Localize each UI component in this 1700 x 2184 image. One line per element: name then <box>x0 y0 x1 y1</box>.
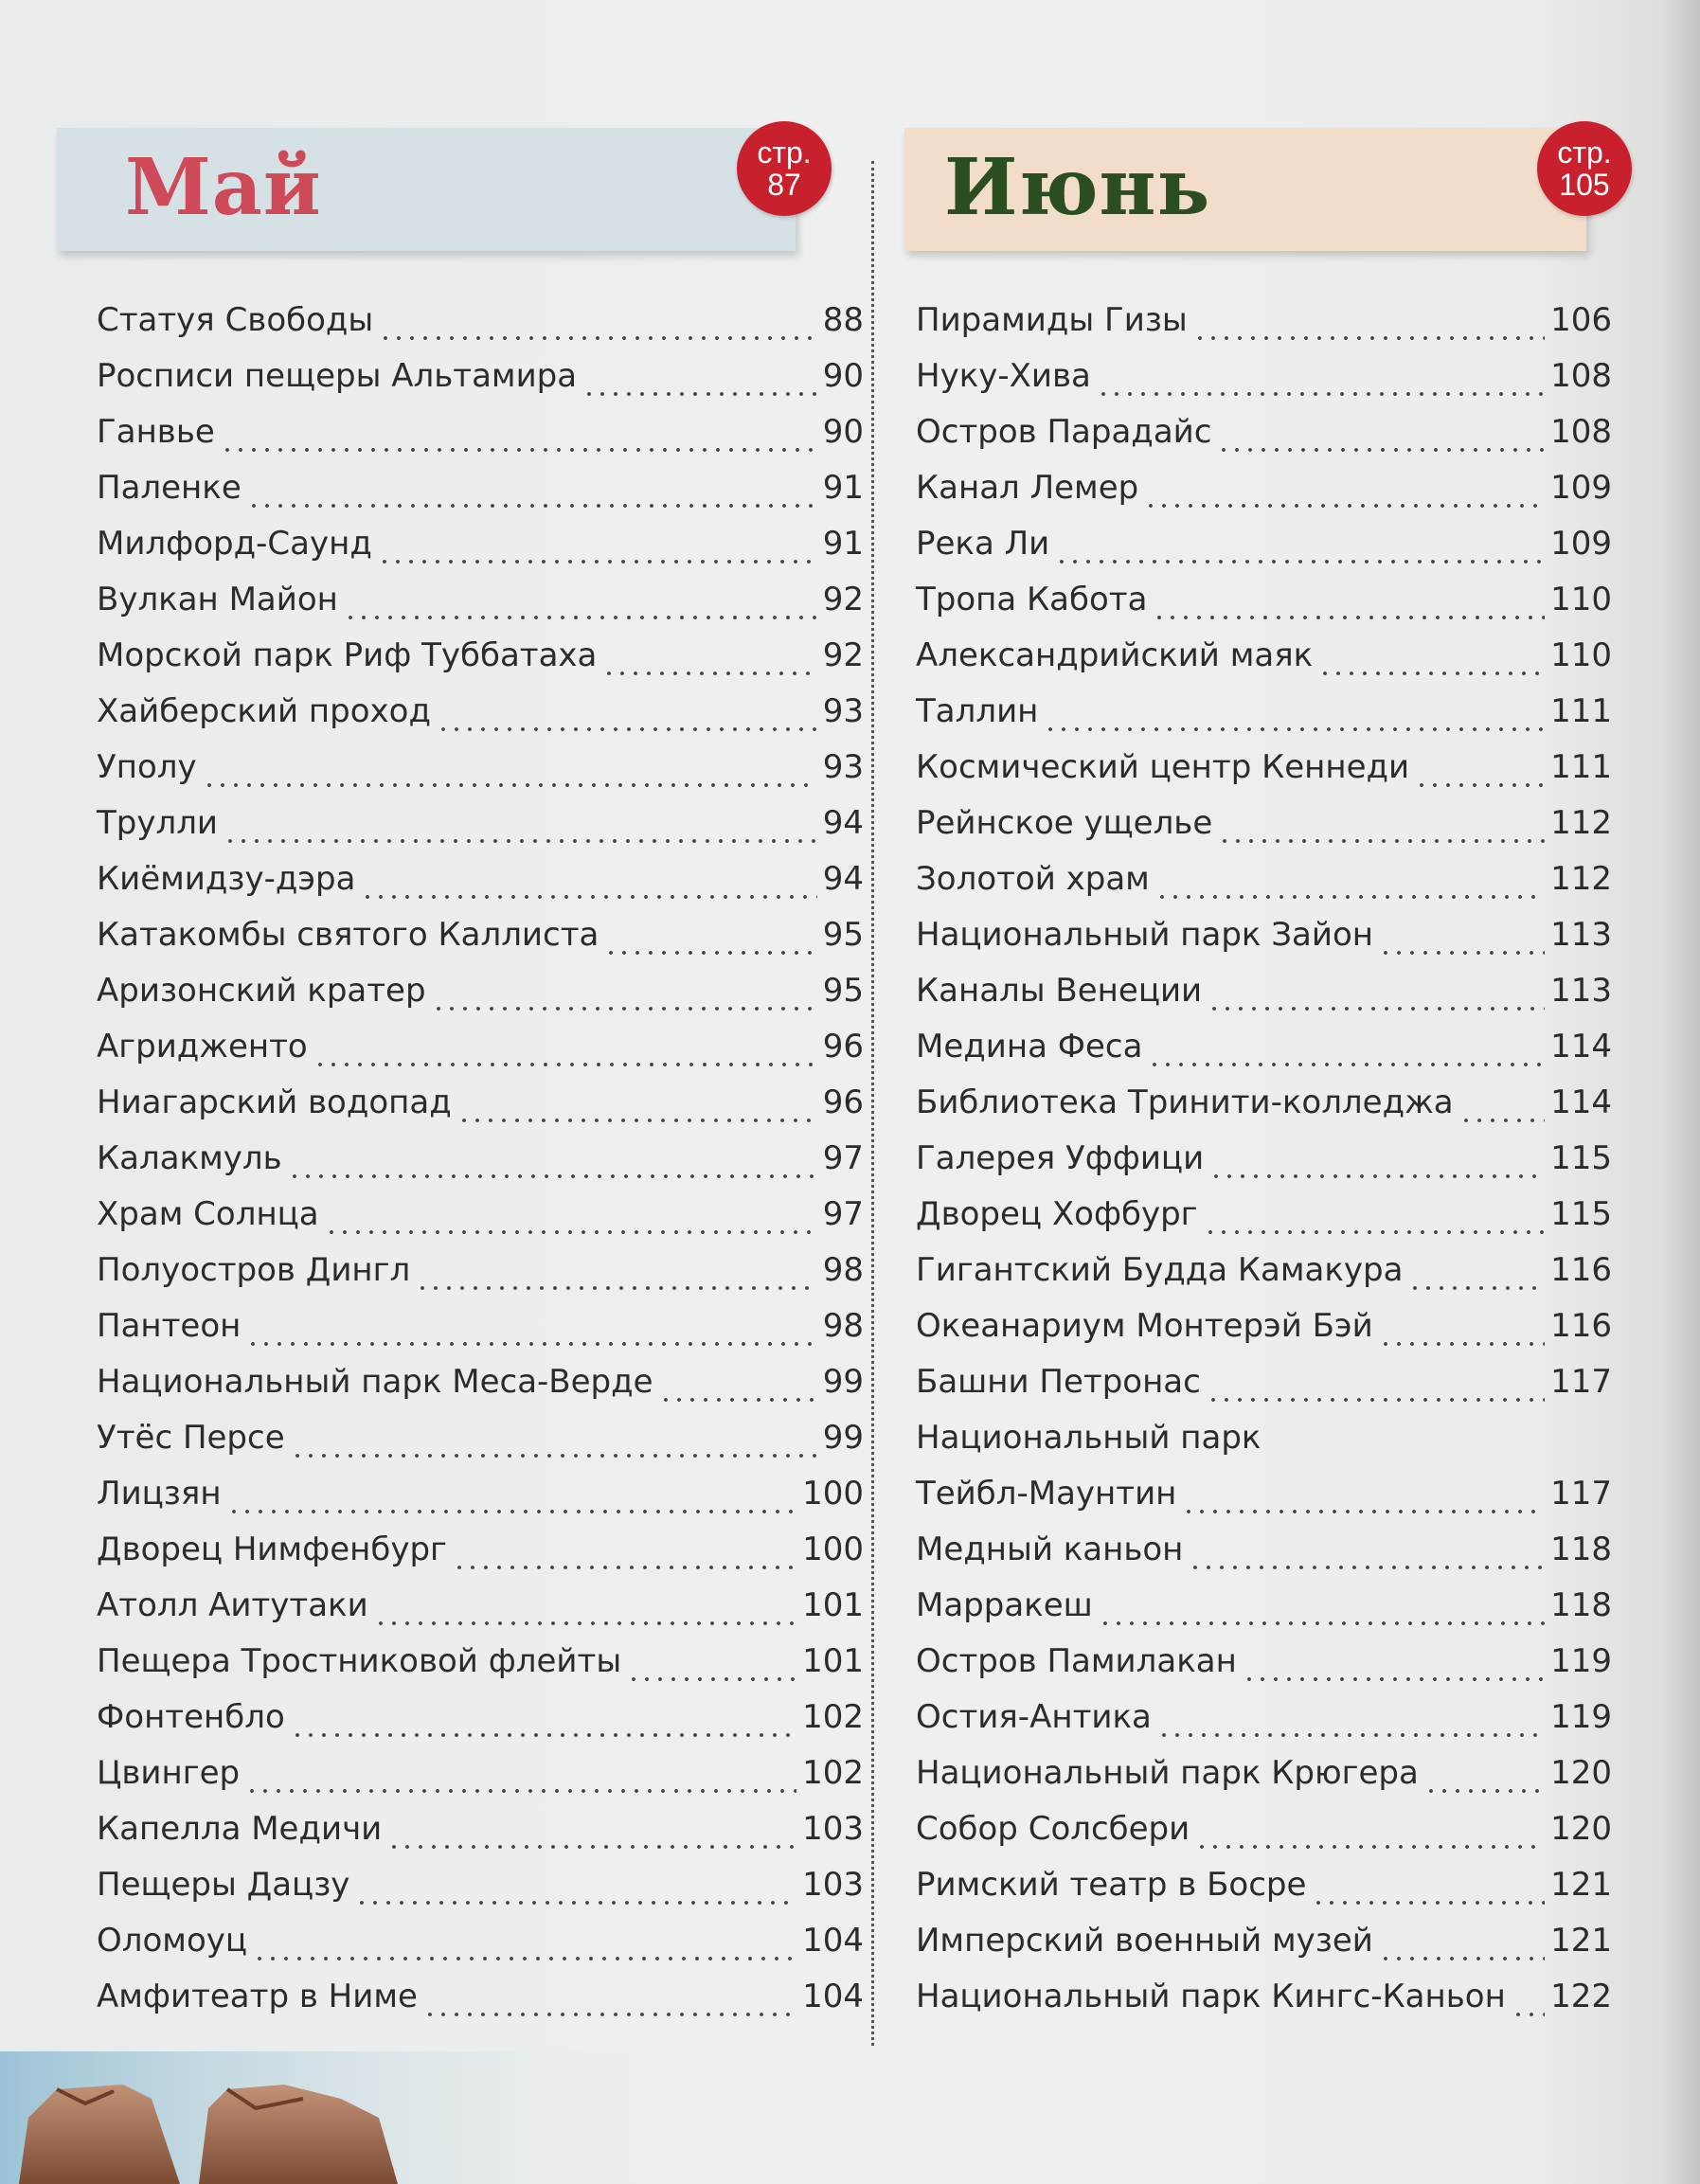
toc-entry-title: Гигантский Будда Камакура <box>916 1251 1404 1289</box>
june-page-badge <box>1537 121 1632 216</box>
toc-entry-page: 116 <box>1550 1251 1612 1289</box>
toc-entry-page: 108 <box>1550 413 1612 451</box>
toc-entry <box>97 1866 864 1922</box>
dot-leader <box>247 502 817 510</box>
toc-entry-title: Калакмуль <box>97 1139 282 1177</box>
toc-entry <box>916 1363 1612 1419</box>
dot-leader <box>374 1620 796 1627</box>
may-title: Май <box>125 142 322 233</box>
toc-entry-title: Река Ли <box>916 525 1050 563</box>
toc-entry <box>97 916 864 972</box>
toc-entry-title: Галерея Уффици <box>916 1139 1205 1177</box>
dot-leader <box>1195 1843 1545 1851</box>
toc-entry <box>97 1642 864 1698</box>
toc-entry <box>916 413 1612 469</box>
dot-leader <box>1379 949 1545 957</box>
toc-entry <box>916 748 1612 804</box>
dot-leader <box>1459 1117 1546 1124</box>
toc-entry-page: 110 <box>1550 581 1612 618</box>
toc-entry <box>916 636 1612 692</box>
toc-entry <box>97 1307 864 1363</box>
toc-entry-title: Уполу <box>97 748 197 786</box>
toc-entry <box>916 1922 1612 1978</box>
toc-entry-page: 90 <box>822 357 864 395</box>
toc-entry <box>916 1419 1612 1475</box>
dot-leader <box>602 670 816 677</box>
toc-entry <box>916 1642 1612 1698</box>
dot-leader <box>221 446 817 454</box>
toc-entry-title: Национальный парк Меса-Верде <box>97 1363 653 1401</box>
dot-leader <box>1189 1564 1545 1571</box>
toc-entry-page: 88 <box>822 301 864 339</box>
dot-leader <box>1097 390 1545 398</box>
dot-leader <box>313 1061 817 1068</box>
toc-entry <box>97 1810 864 1866</box>
toc-entry-page: 114 <box>1550 1083 1612 1121</box>
dot-leader <box>288 1173 817 1180</box>
dot-leader <box>1207 1396 1545 1404</box>
toc-entry-title: Катакомбы святого Каллиста <box>97 916 599 954</box>
toc-entry-title: Милфорд-Саунд <box>97 525 372 563</box>
toc-entry-page: 98 <box>822 1251 864 1289</box>
toc-entry-title: Национальный парк Крюгера <box>916 1754 1419 1792</box>
toc-entry-title: Канал Лемер <box>916 469 1139 507</box>
toc-entry <box>97 1363 864 1419</box>
june-badge-page: 105 <box>1559 168 1610 202</box>
dot-leader <box>1217 446 1545 454</box>
dot-leader <box>1512 2011 1545 2018</box>
dot-leader <box>1204 1228 1546 1236</box>
toc-entry-page: 96 <box>822 1083 864 1121</box>
toc-entry-title: Статуя Свободы <box>97 301 374 339</box>
toc-entry-page: 115 <box>1550 1195 1612 1233</box>
dot-leader <box>1424 1787 1545 1795</box>
toc-entry <box>916 1586 1612 1642</box>
toc-entry <box>916 1475 1612 1531</box>
toc-entry-page: 93 <box>822 748 864 786</box>
toc-entry-title: Капелла Медичи <box>97 1810 383 1848</box>
toc-entry-page: 92 <box>822 636 864 674</box>
toc-entry-page: 117 <box>1550 1475 1612 1513</box>
toc-entry-title: Тейбл-Маунтин <box>916 1475 1177 1513</box>
toc-entry-page: 121 <box>1550 1922 1612 1960</box>
rock-illustration <box>0 2032 682 2184</box>
dot-leader <box>1044 725 1545 733</box>
toc-entry <box>97 581 864 636</box>
dot-leader <box>253 1955 796 1962</box>
toc-entry <box>97 469 864 525</box>
toc-entry-page: 90 <box>822 413 864 451</box>
toc-entry-title: Национальный парк Кингс-Каньон <box>916 1978 1506 2015</box>
dot-leader <box>1055 558 1545 565</box>
dot-leader <box>378 558 817 565</box>
toc-entry <box>916 525 1612 581</box>
toc-entry-page: 100 <box>802 1475 864 1513</box>
toc-entry-page: 96 <box>822 1028 864 1065</box>
dot-leader <box>453 1564 796 1571</box>
dot-leader <box>1209 1173 1545 1180</box>
toc-entry-page: 117 <box>1550 1363 1612 1401</box>
toc-entry-page: 111 <box>1550 748 1612 786</box>
toc-entry-page: 115 <box>1550 1139 1612 1177</box>
toc-entry <box>916 1810 1612 1866</box>
dot-leader <box>246 1340 816 1348</box>
toc-entry-title: Киёмидзу-дэра <box>97 860 356 898</box>
toc-entry-page: 101 <box>802 1586 864 1624</box>
toc-entry-page: 99 <box>822 1419 864 1457</box>
toc-entry-page: 93 <box>822 692 864 730</box>
toc-entry <box>916 301 1612 357</box>
toc-entry-title: Полуостров Дингл <box>97 1251 411 1289</box>
dot-leader <box>1208 1005 1545 1012</box>
may-page-badge <box>737 121 832 216</box>
dot-leader <box>1379 1955 1545 1962</box>
toc-entry <box>916 1251 1612 1307</box>
toc-entry-page: 113 <box>1550 916 1612 954</box>
toc-entry <box>97 525 864 581</box>
toc-entry-title: Остров Памилакан <box>916 1642 1237 1680</box>
toc-entry-page: 121 <box>1550 1866 1612 1904</box>
toc-entry-title: Собор Солсбери <box>916 1810 1190 1848</box>
toc-entry <box>97 1083 864 1139</box>
toc-entry-page: 108 <box>1550 357 1612 395</box>
toc-entry-title: Космический центр Кеннеди <box>916 748 1410 786</box>
toc-entry-page: 104 <box>802 1922 864 1960</box>
toc-entry <box>916 357 1612 413</box>
toc-entry-page: 91 <box>822 525 864 563</box>
toc-entry-page: 111 <box>1550 692 1612 730</box>
toc-entry <box>916 916 1612 972</box>
dot-leader <box>227 1508 797 1515</box>
toc-entry-page: 122 <box>1550 1978 1612 2015</box>
toc-entry <box>97 413 864 469</box>
toc-entry-page: 110 <box>1550 636 1612 674</box>
toc-entry-page: 109 <box>1550 525 1612 563</box>
toc-entry <box>97 1922 864 1978</box>
dot-leader <box>245 1787 796 1795</box>
toc-entry <box>916 1754 1612 1810</box>
toc-entry-title: Храм Солнца <box>97 1195 319 1233</box>
dot-leader <box>1144 502 1545 510</box>
toc-entry-page: 91 <box>822 469 864 507</box>
toc-entry <box>916 804 1612 860</box>
toc-entry-page: 95 <box>822 916 864 954</box>
toc-entry-title: Утёс Персе <box>97 1419 285 1457</box>
toc-entry-page: 120 <box>1550 1810 1612 1848</box>
toc-entry <box>97 860 864 916</box>
dot-leader <box>582 390 817 398</box>
dot-leader <box>203 781 817 789</box>
dot-leader <box>1155 893 1545 901</box>
toc-entry-page: 102 <box>802 1698 864 1736</box>
dot-leader <box>1148 1061 1545 1068</box>
dot-leader <box>1318 670 1545 677</box>
toc-entry-title: Остров Парадайс <box>916 413 1212 451</box>
toc-entry-page: 99 <box>822 1363 864 1401</box>
toc-entry <box>97 1475 864 1531</box>
dot-leader <box>379 334 816 342</box>
toc-entry-page: 94 <box>822 860 864 898</box>
toc-entry-title: Медный каньон <box>916 1531 1184 1568</box>
toc-entry-title: Нуку-Хива <box>916 357 1091 395</box>
toc-entry-title: Золотой храм <box>916 860 1150 898</box>
toc-entry <box>916 860 1612 916</box>
toc-entry-title: Хайберский проход <box>97 692 431 730</box>
dot-leader <box>659 1396 817 1404</box>
dot-leader <box>1193 334 1545 342</box>
toc-entry-page: 98 <box>822 1307 864 1345</box>
dot-leader <box>1243 1675 1545 1683</box>
toc-entry <box>97 972 864 1028</box>
toc-entry <box>916 1307 1612 1363</box>
toc-entry <box>97 1251 864 1307</box>
toc-entry-page: 104 <box>802 1978 864 2015</box>
june-title: Июнь <box>944 142 1211 233</box>
page-edge-shadow <box>1662 0 1700 2184</box>
toc-entry <box>97 301 864 357</box>
toc-entry-page: 100 <box>802 1531 864 1568</box>
dot-leader <box>1312 1899 1545 1907</box>
toc-entry <box>97 636 864 692</box>
toc-entry-title: Лицзян <box>97 1475 222 1513</box>
dot-leader <box>423 2011 796 2018</box>
toc-entry-title: Римский театр в Босре <box>916 1866 1307 1904</box>
toc-entry <box>916 469 1612 525</box>
toc-entry-title: Вулкан Майон <box>97 581 338 618</box>
toc-entry-page: 114 <box>1550 1028 1612 1065</box>
dot-leader <box>604 949 816 957</box>
toc-entry-title: Башни Петронас <box>916 1363 1201 1401</box>
dot-leader <box>1218 837 1545 845</box>
toc-entry-page: 109 <box>1550 469 1612 507</box>
toc-entry-page: 118 <box>1550 1586 1612 1624</box>
dot-leader <box>361 893 816 901</box>
toc-entry-title: Библиотека Тринити-колледжа <box>916 1083 1454 1121</box>
dot-leader <box>1182 1508 1545 1515</box>
toc-entry <box>916 1866 1612 1922</box>
dot-leader <box>355 1899 796 1907</box>
toc-entry-page: 119 <box>1550 1698 1612 1736</box>
toc-entry-title: Агридженто <box>97 1028 308 1065</box>
toc-entry <box>97 748 864 804</box>
toc-entry-page: 116 <box>1550 1307 1612 1345</box>
toc-entry <box>97 1195 864 1251</box>
toc-entry <box>97 1698 864 1754</box>
dot-leader <box>1153 614 1545 621</box>
dot-leader <box>1408 1284 1545 1292</box>
dot-leader <box>1157 1731 1545 1739</box>
toc-entry-title: Оломоуц <box>97 1922 248 1960</box>
dot-leader <box>416 1284 817 1292</box>
may-badge-label: стр. <box>757 135 812 170</box>
toc-entry-title: Пещеры Дацзу <box>97 1866 350 1904</box>
dot-leader <box>224 837 817 845</box>
toc-entry-title: Дворец Хофбург <box>916 1195 1198 1233</box>
toc-entry <box>97 1139 864 1195</box>
toc-entry-page: 101 <box>802 1642 864 1680</box>
toc-entry <box>97 692 864 748</box>
dot-leader <box>437 725 817 733</box>
june-banner <box>904 128 1586 251</box>
toc-entry <box>97 1028 864 1083</box>
toc-entry <box>97 1586 864 1642</box>
toc-entry-title: Александрийский маяк <box>916 636 1314 674</box>
toc-entry-page: 113 <box>1550 972 1612 1010</box>
toc-entry-page: 112 <box>1550 804 1612 842</box>
dot-leader <box>291 1452 817 1459</box>
column-divider <box>871 161 874 2046</box>
toc-entry-title: Марракеш <box>916 1586 1093 1624</box>
toc-entry <box>97 804 864 860</box>
toc-entry-page: 97 <box>822 1139 864 1177</box>
dot-leader <box>325 1228 817 1236</box>
toc-entry <box>97 1754 864 1810</box>
dot-leader <box>627 1675 796 1683</box>
toc-entry <box>97 357 864 413</box>
toc-entry-page: 103 <box>802 1810 864 1848</box>
dot-leader <box>291 1731 796 1739</box>
toc-entry-title: Тропа Кабота <box>916 581 1148 618</box>
toc-entry-title: Таллин <box>916 692 1039 730</box>
toc-entry-page: 102 <box>802 1754 864 1792</box>
toc-entry-title: Пещера Тростниковой флейты <box>97 1642 622 1680</box>
toc-entry-title: Ниагарский водопад <box>97 1083 452 1121</box>
toc-entry-title: Национальный парк <box>916 1419 1262 1457</box>
toc-entry-page: 112 <box>1550 860 1612 898</box>
toc-entry-title: Росписи пещеры Альтамира <box>97 357 578 395</box>
toc-entry-title: Ганвье <box>97 413 215 451</box>
june-contents-list <box>916 301 1612 2033</box>
toc-entry <box>916 1195 1612 1251</box>
dot-leader <box>1099 1620 1545 1627</box>
toc-entry <box>97 1531 864 1586</box>
toc-entry-title: Медина Феса <box>916 1028 1143 1065</box>
toc-entry-title: Пантеон <box>97 1307 242 1345</box>
toc-entry <box>916 692 1612 748</box>
toc-entry-title: Паленке <box>97 469 242 507</box>
toc-entry-title: Рейнское ущелье <box>916 804 1213 842</box>
june-badge-label: стр. <box>1557 135 1612 170</box>
toc-entry-page: 118 <box>1550 1531 1612 1568</box>
dot-leader <box>1415 781 1545 789</box>
may-badge-page: 87 <box>767 168 801 202</box>
toc-entry-title: Имперский военный музей <box>916 1922 1373 1960</box>
toc-entry-title: Остия-Антика <box>916 1698 1152 1736</box>
dot-leader <box>344 614 817 621</box>
toc-entry <box>916 1978 1612 2033</box>
toc-entry-title: Морской парк Риф Туббатаха <box>97 636 598 674</box>
toc-entry-page: 103 <box>802 1866 864 1904</box>
toc-entry <box>97 1419 864 1475</box>
toc-entry-page: 106 <box>1550 301 1612 339</box>
toc-entry-title: Трулли <box>97 804 219 842</box>
may-contents-list <box>97 301 864 2033</box>
toc-entry-page: 94 <box>822 804 864 842</box>
toc-entry-title: Атолл Аитутаки <box>97 1586 368 1624</box>
dot-leader <box>457 1117 817 1124</box>
toc-entry <box>97 1978 864 2033</box>
toc-entry-title: Национальный парк Зайон <box>916 916 1374 954</box>
toc-entry-title: Аризонский кратер <box>97 972 426 1010</box>
toc-entry-title: Пирамиды Гизы <box>916 301 1188 339</box>
toc-entry <box>916 581 1612 636</box>
toc-entry-title: Амфитеатр в Ниме <box>97 1978 418 2015</box>
toc-entry-title: Дворец Нимфенбург <box>97 1531 447 1568</box>
dot-leader <box>432 1005 817 1012</box>
dot-leader <box>1379 1340 1545 1348</box>
toc-entry-title: Фонтенбло <box>97 1698 285 1736</box>
toc-entry-title: Цвингер <box>97 1754 241 1792</box>
toc-entry-page: 97 <box>822 1195 864 1233</box>
toc-entry <box>916 1083 1612 1139</box>
toc-entry <box>916 972 1612 1028</box>
toc-entry-page: 95 <box>822 972 864 1010</box>
toc-entry <box>916 1531 1612 1586</box>
toc-entry-page: 120 <box>1550 1754 1612 1792</box>
toc-entry-page: 119 <box>1550 1642 1612 1680</box>
toc-entry <box>916 1698 1612 1754</box>
toc-entry <box>916 1028 1612 1083</box>
toc-entry <box>916 1139 1612 1195</box>
toc-entry-title: Каналы Венеции <box>916 972 1203 1010</box>
dot-leader <box>387 1843 796 1851</box>
may-banner <box>57 128 796 251</box>
toc-entry-title: Океанариум Монтерэй Бэй <box>916 1307 1373 1345</box>
toc-entry-page: 92 <box>822 581 864 618</box>
